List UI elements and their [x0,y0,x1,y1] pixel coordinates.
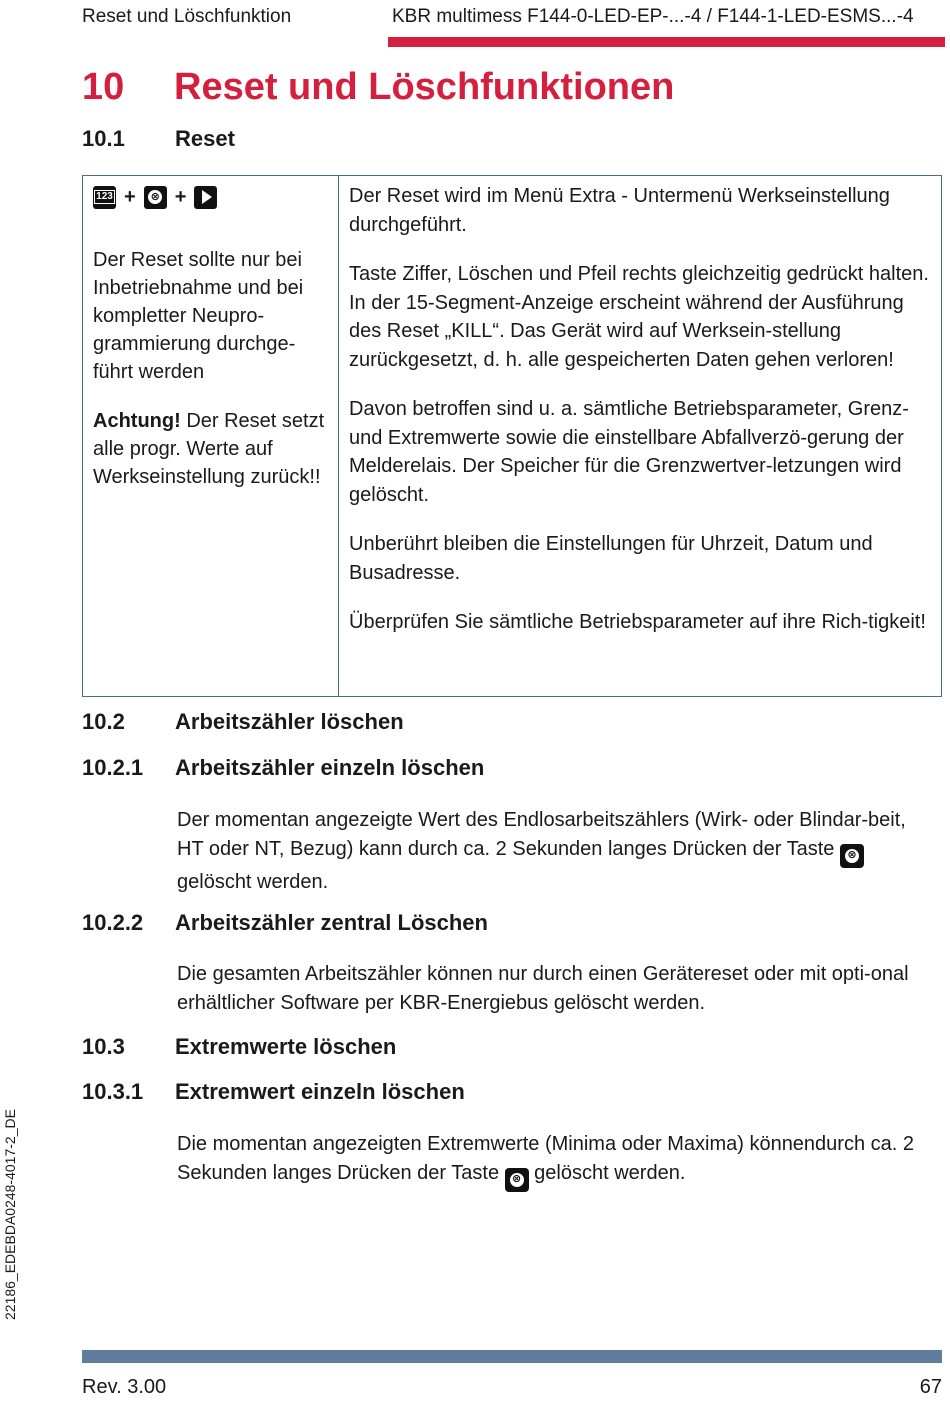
section-heading-10-2-1 [82,755,484,781]
page-number: 67 [919,1376,942,1398]
digit-key-icon [93,186,116,209]
warning-label: Achtung! [93,410,181,432]
paragraph-text-end: gelöscht werden. [528,1162,686,1184]
key-combination [93,182,325,212]
running-header-section: Reset und Löschfunktion [82,6,292,27]
table-column-divider [338,176,339,696]
chapter-title-text: Reset und Löschfunktionen [174,66,675,108]
footer-bar [82,1350,942,1363]
delete-key-icon [505,1168,529,1192]
reset-note: Der Reset sollte nur bei Inbetriebnahme und bei kompletter Neupro-grammierung durchge-führt werden [93,249,304,383]
section-title: Arbeitszähler einzeln löschen [175,755,485,780]
delete-symbol: ⊗ [148,190,162,204]
section-number: 10.1 [82,126,125,151]
section-heading-10-3-1 [82,1079,465,1105]
section-title: Extremwerte löschen [175,1034,397,1059]
section-number: 10.3 [82,1034,125,1059]
section-title: Arbeitszähler zentral Löschen [175,910,488,935]
reset-table-left-cell [93,182,325,512]
digit-key-label: 123 [96,191,113,202]
plus-sign: + [174,186,187,208]
footer-revision: Rev. 3.00 [82,1376,167,1398]
chapter-title [82,66,674,109]
section-heading-10-2-2 [82,910,488,936]
chapter-number: 10 [82,66,125,108]
reset-desc-4: Unberührt bleiben die Einstellungen für Uhrzeit, Datum und Busadresse. [349,533,873,584]
warning-text: Der Reset setzt alle progr. Werte auf Werkseinstellung zurück!! [93,410,325,488]
delete-key-icon [840,844,864,868]
document-code: 22186_EDEBDA0248-4017-2_DE [2,1109,18,1320]
section-number: 10.3.1 [82,1079,144,1104]
section-heading-10-2 [82,709,404,735]
reset-table [82,175,942,697]
paragraph-text-end: gelöscht werden. [177,870,329,893]
section-number: 10.2 [82,709,125,734]
arrow-right-key-icon [194,186,217,209]
reset-desc-2: Taste Ziffer, Löschen und Pfeil rechts gleichzeitig gedrückt halten. In der 15-Segment-Anzeige erscheint während der Ausführung des Reset „KILL“. Das Gerät wird auf Werksein-stellung zurückgesetzt, d. h. alle gespeicherten Daten gehen verloren! [349,263,929,371]
reset-desc-5: Überprüfen Sie sämtliche Betriebsparameter auf ihre Rich-tigkeit! [349,611,926,633]
section-title: Reset [175,126,235,151]
plus-sign: + [124,186,136,208]
section-title: Extremwert einzeln löschen [175,1079,465,1104]
delete-key-icon [144,186,167,209]
paragraph-text: Die momentan angezeigten Extremwerte (Minima oder Maxima) könnendurch ca. 2 Sekunden langes Drücken der Taste [177,1133,915,1184]
section-number: 10.2.2 [82,910,144,935]
paragraph-text: Der momentan angezeigte Wert des Endlosarbeitszählers (Wirk- oder Blindar-beit, HT oder NT, Bezug) kann durch ca. 2 Sekunden langes Drücken der Taste [177,809,906,860]
section-10-2-1-text [177,806,937,897]
reset-warning [93,407,325,491]
section-10-2-2-text: Die gesamten Arbeitszähler können nur durch einen Gerätereset oder mit opti-onal erhältlicher Software per KBR-Energiebus gelöscht werden. [177,963,909,1014]
header-accent-bar [388,37,945,47]
reset-desc-1: Der Reset wird im Menü Extra - Untermenü Werkseinstellung durchgeführt. [349,185,890,236]
section-10-3-1-text [177,1130,937,1192]
reset-desc-3: Davon betroffen sind u. a. sämtliche Betriebsparameter, Grenz- und Extremwerte sowie die einstellbare Abfallverzö-gerung der Melderelais. Der Speicher für die Grenzwertver-letzungen wird gelöscht. [349,398,909,506]
reset-table-right-cell [349,182,934,658]
delete-symbol: ⊗ [510,1173,524,1187]
running-header-product: KBR multimess F144-0-LED-EP-...-4 / F144-1-LED-ESMS...-4 [392,6,914,27]
section-heading-10-3 [82,1034,396,1060]
section-title: Arbeitszähler löschen [175,709,404,734]
delete-symbol: ⊗ [845,849,859,863]
section-heading-10-1 [82,126,235,152]
section-number: 10.2.1 [82,755,144,780]
